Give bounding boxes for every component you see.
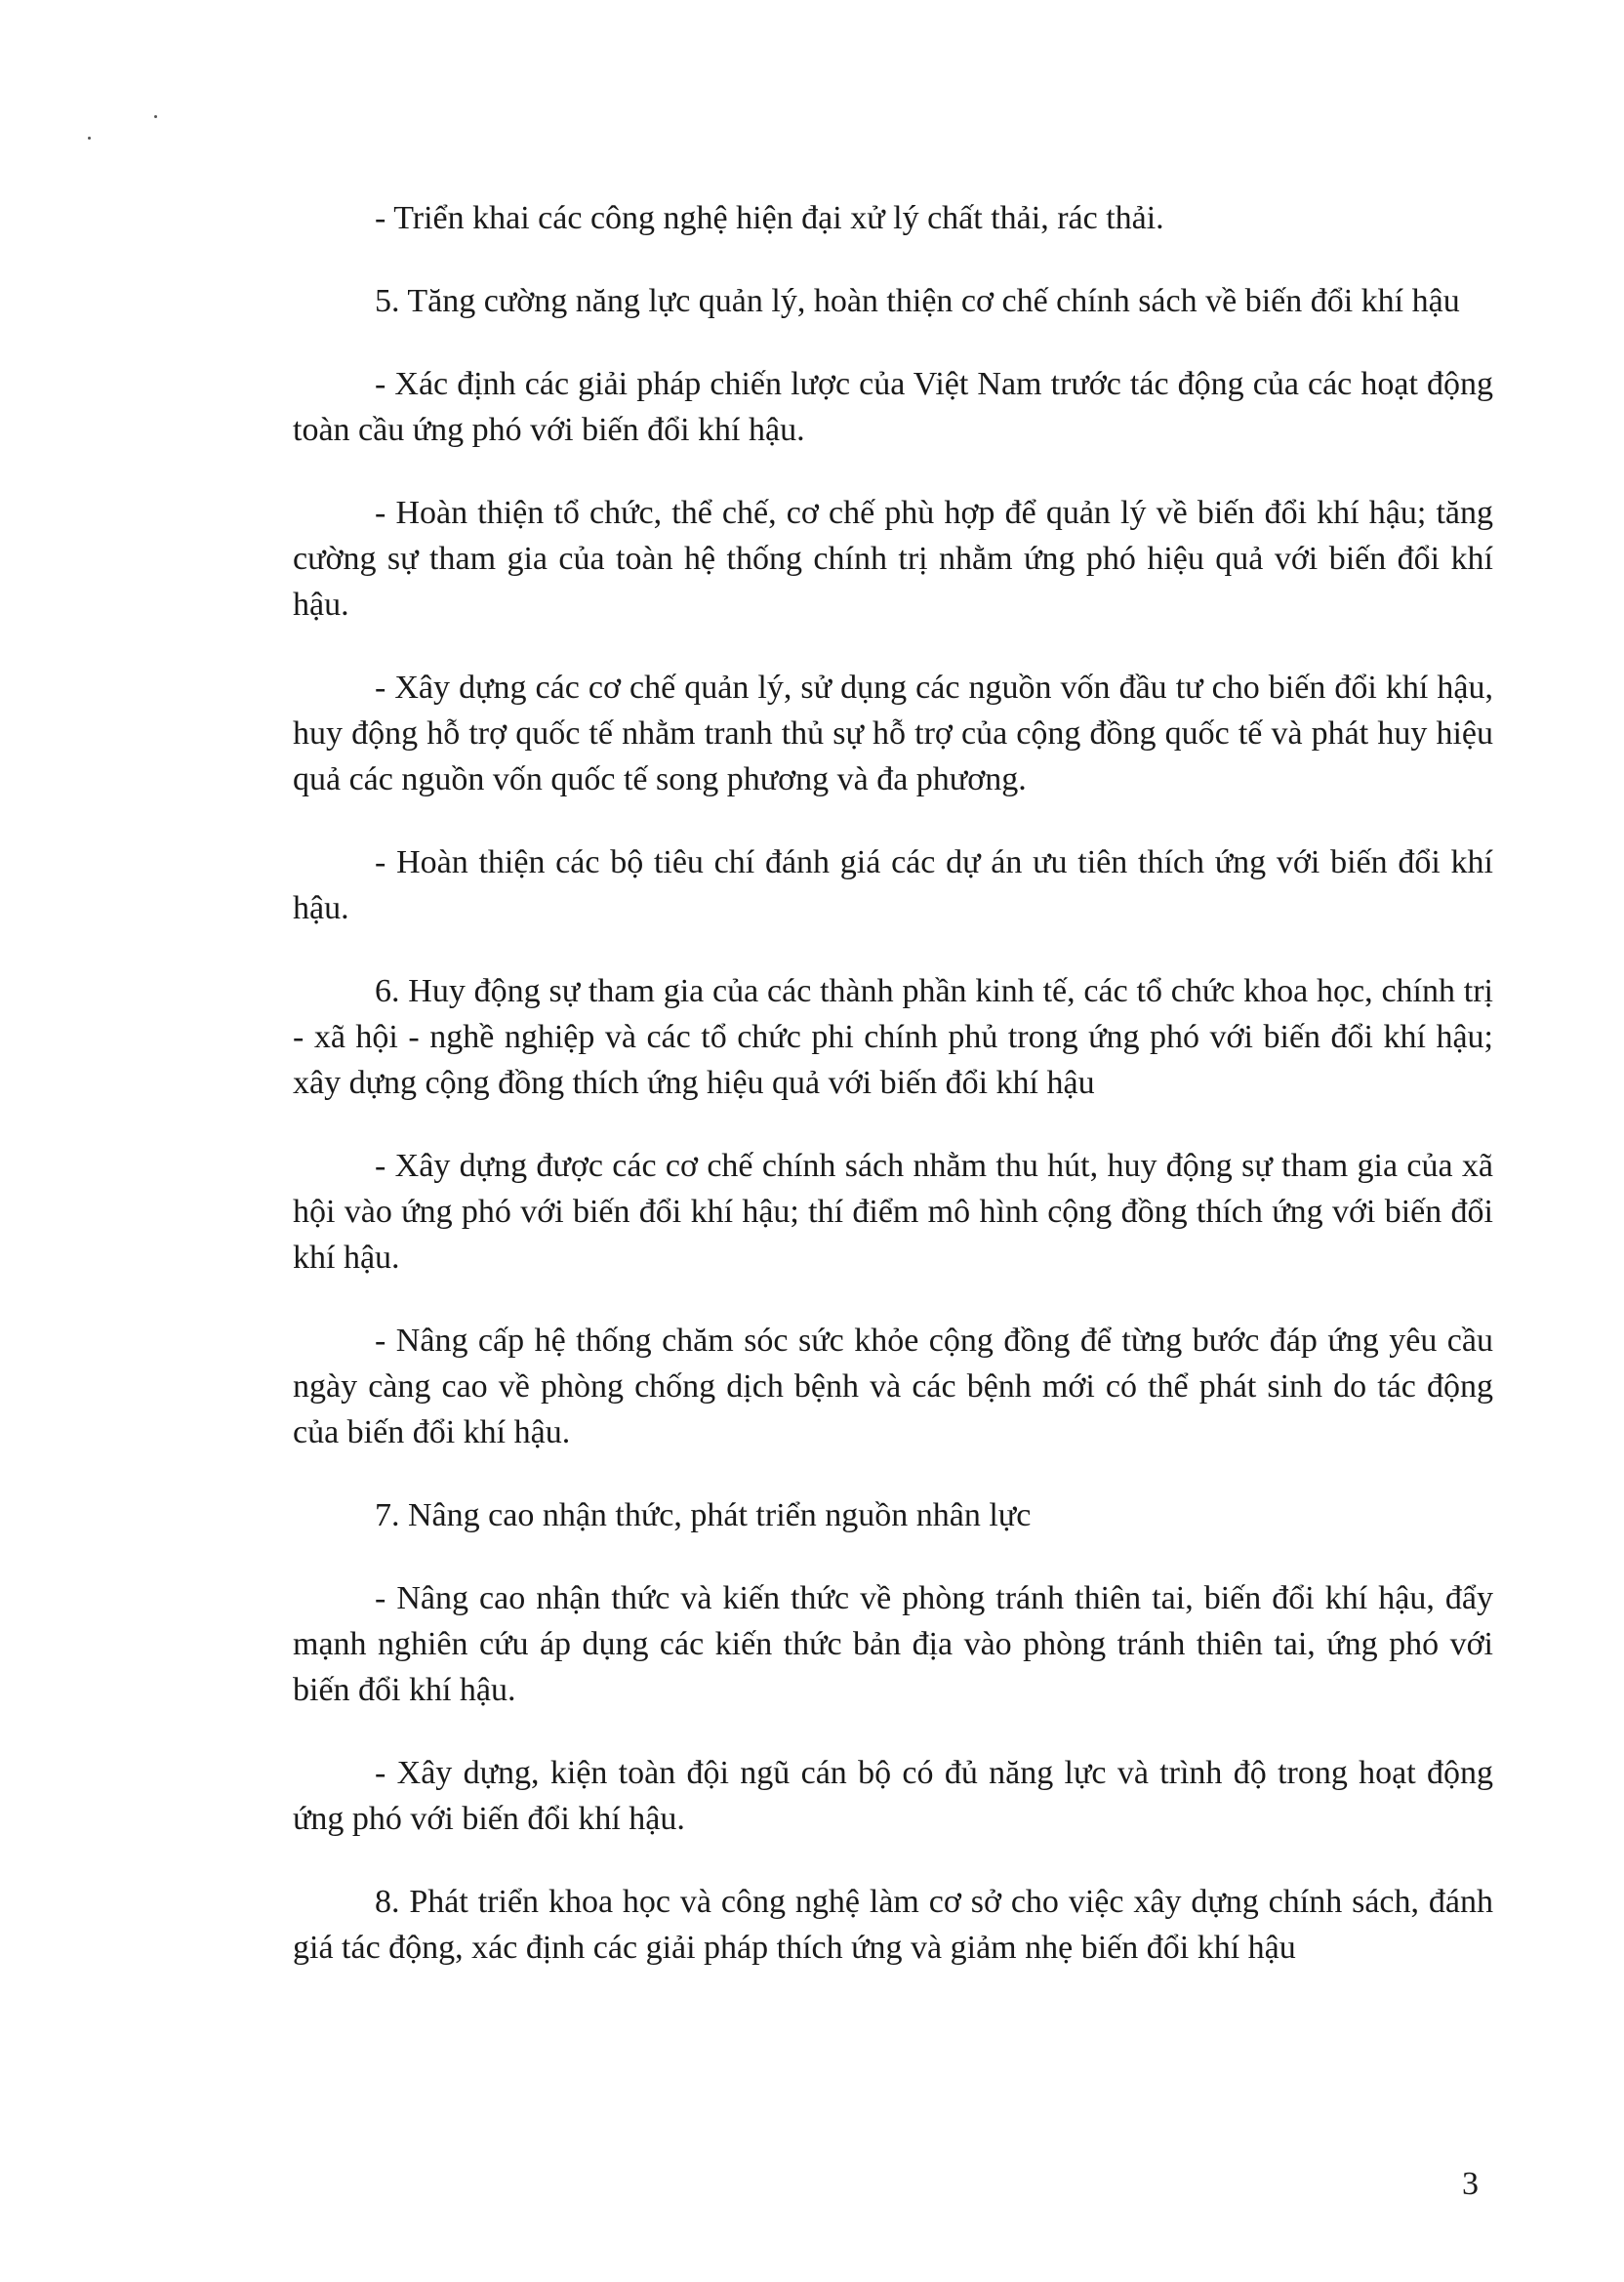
paragraph-bullet-institutions: - Hoàn thiện tổ chức, thể chế, cơ chế phù hợp để quản lý về biến đổi khí hậu; tăng cường sự tham gia của toàn hệ thống chính trị nhằm ứng phó hiệu quả với biến đổi khí hậu.	[293, 495, 1493, 623]
paragraph-bullet-awareness: - Nâng cao nhận thức và kiến thức về phòng tránh thiên tai, biến đổi khí hậu, đẩy mạnh nghiên cứu áp dụng các kiến thức bản địa vào phòng tránh thiên tai, ứng phó với biến đổi khí hậu.	[293, 1580, 1493, 1708]
paragraph-bullet-criteria: - Hoàn thiện các bộ tiêu chí đánh giá các dự án ưu tiên thích ứng với biến đổi khí hậu.	[293, 844, 1493, 926]
paragraph-bullet-funding: - Xây dựng các cơ chế quản lý, sử dụng các nguồn vốn đầu tư cho biến đổi khí hậu, huy động hỗ trợ quốc tế nhằm tranh thủ sự hỗ trợ của cộng đồng quốc tế và phát huy hiệu quả các nguồn vốn quốc tế song phương và đa phương.	[293, 670, 1493, 797]
paragraph-bullet-strategy: - Xác định các giải pháp chiến lược của Việt Nam trước tác động của các hoạt động toàn cầu ứng phó với biến đổi khí hậu.	[293, 366, 1493, 448]
scan-artifact-dot	[154, 115, 157, 118]
paragraph-bullet-staff: - Xây dựng, kiện toàn đội ngũ cán bộ có đủ năng lực và trình độ trong hoạt động ứng phó với biến đổi khí hậu.	[293, 1755, 1493, 1837]
paragraph-bullet-mechanisms: - Xây dựng được các cơ chế chính sách nhằm thu hút, huy động sự tham gia của xã hội vào ứng phó với biến đổi khí hậu; thí điểm mô hình cộng đồng thích ứng với biến đổi khí hậu.	[293, 1148, 1493, 1276]
section-heading-6: 6. Huy động sự tham gia của các thành phần kinh tế, các tổ chức khoa học, chính trị - xã hội - nghề nghiệp và các tổ chức phi chính phủ trong ứng phó với biến đổi khí hậu; xây dựng cộng đồng thích ứng hiệu quả với biến đổi khí hậu	[293, 973, 1493, 1101]
paragraph-bullet-healthcare: - Nâng cấp hệ thống chăm sóc sức khỏe cộng đồng để từng bước đáp ứng yêu cầu ngày càng cao về phòng chống dịch bệnh và các bệnh mới có thể phát sinh do tác động của biến đổi khí hậu.	[293, 1323, 1493, 1450]
section-heading-8: 8. Phát triển khoa học và công nghệ làm cơ sở cho việc xây dựng chính sách, đánh giá tác động, xác định các giải pháp thích ứng và giảm nhẹ biến đổi khí hậu	[293, 1884, 1493, 1966]
page-number: 3	[1462, 2166, 1479, 2202]
scan-artifact-dot	[88, 137, 91, 140]
section-heading-7: 7. Nâng cao nhận thức, phát triển nguồn nhân lực	[375, 1497, 1032, 1533]
paragraph-bullet-waste-tech: - Triển khai các công nghệ hiện đại xử lý chất thải, rác thải.	[375, 200, 1164, 236]
section-heading-5: 5. Tăng cường năng lực quản lý, hoàn thiện cơ chế chính sách về biến đổi khí hậu	[375, 283, 1460, 319]
document-body	[293, 195, 1493, 2008]
